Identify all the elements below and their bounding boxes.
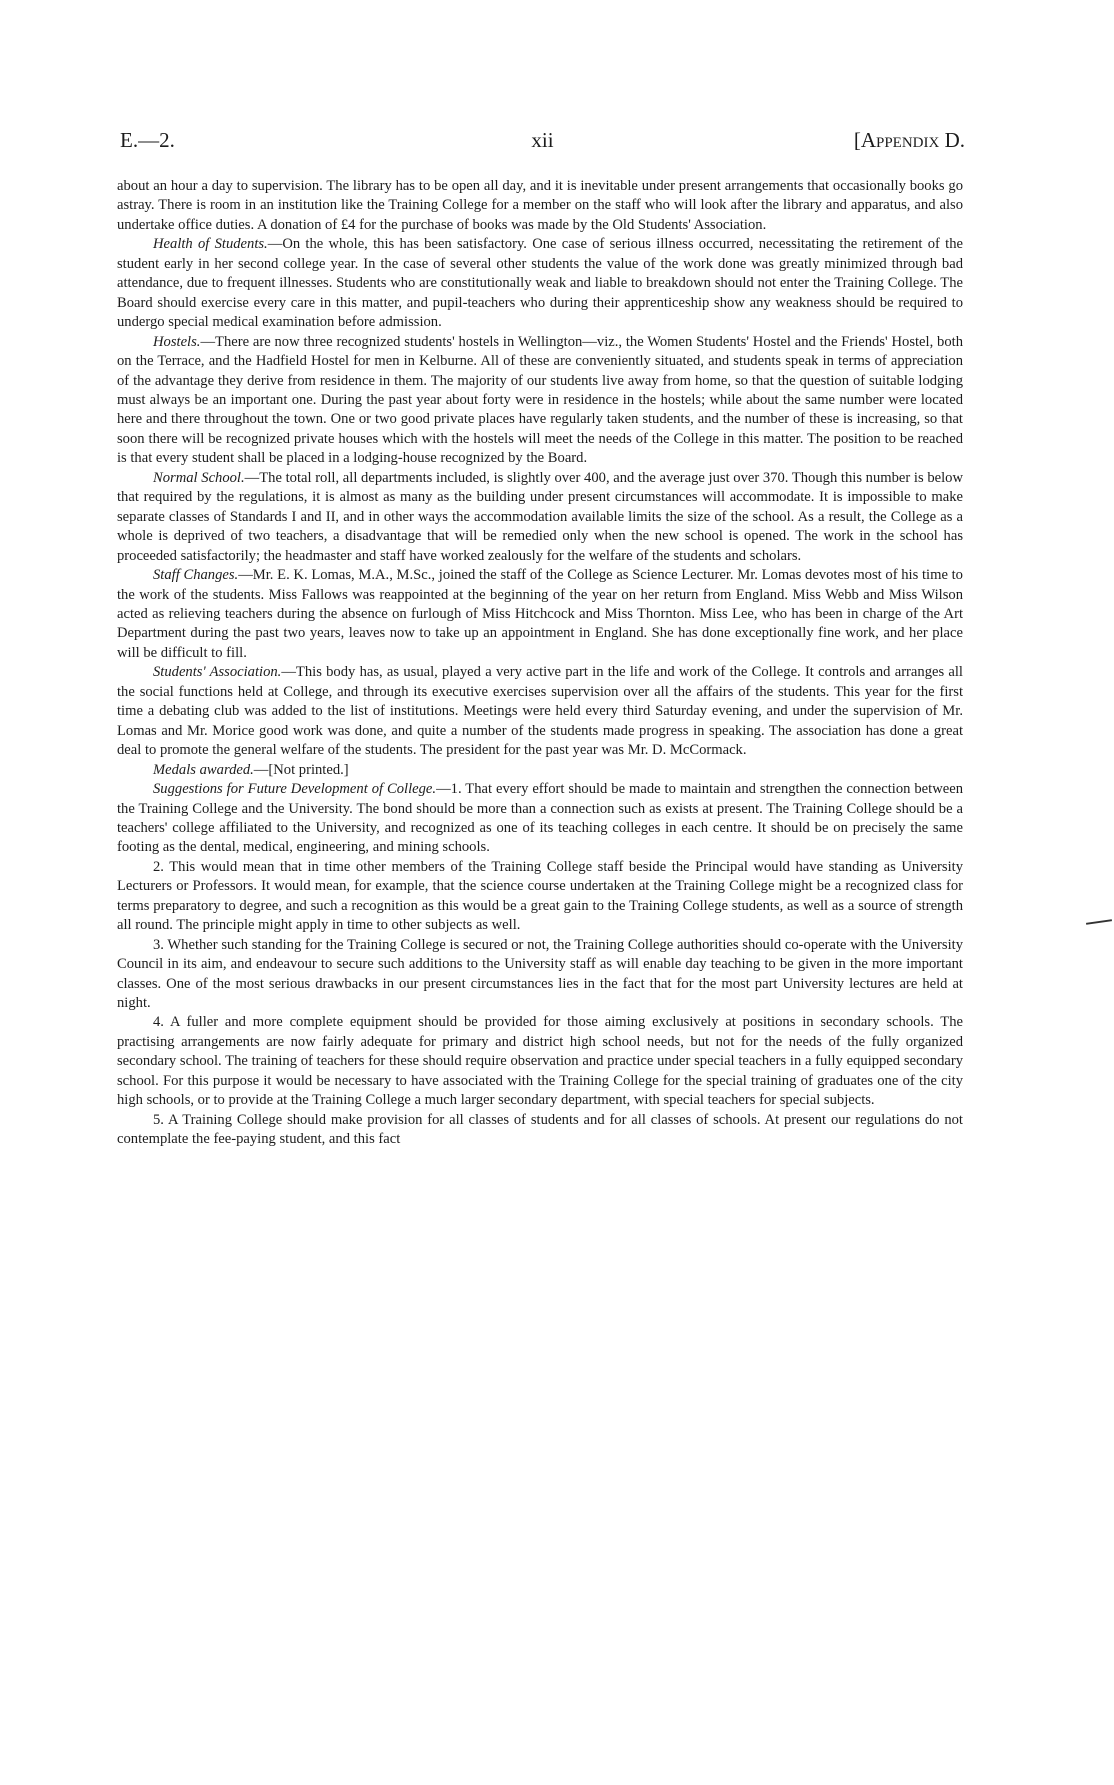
section-heading: Staff Changes. [153, 567, 239, 584]
paragraph: Health of Students.—On the whole, this has been satisfactory. One case of serious illness occurred, necessitating the retirement of the student early in her second college year. In the case of several other students the value of the work done was greatly minimized through bad attendance, due to frequent illnesses. Students who are constitutionally weak and liable to breakdown should not enter the Training College. The Board should exercise every care in this matter, and pupil-teachers who during their apprenticeship show any weakness should be required to undergo special medical examination before admission. [117, 236, 963, 331]
paragraph: 5. A Training College should make provision for all classes of students and for all classes of schools. At present our regulations do not contemplate the fee-paying student, and this fact [117, 1111, 963, 1148]
section-heading: Suggestions for Future Development of College. [153, 781, 437, 798]
paragraph: Suggestions for Future Development of College.—1. That every effort should be made to maintain and strengthen the connection between the Training College and the University. The bond should be more than a connection such as exists at present. The Training College should be a teachers' college affiliated to the University, and recognized as one of its teaching colleges in each centre. It should be on precisely the same footing as the dental, medical, engineering, and mining schools. [117, 781, 963, 856]
section-heading: Hostels. [153, 333, 201, 350]
margin-mark [1086, 919, 1112, 925]
paragraph: Students' Association.—This body has, as usual, played a very active part in the life and work of the College. It controls and arranges all the social functions held at College, and through its executive exercises supervision over all the affairs of the students. This year for the first time a debating club was added to the list of institutions. Meetings were held every third Saturday evening, and under the supervision of Mr. Lomas and Mr. Morice good work was done, and quite a number of the students made progress in speaking. The association has done a great deal to promote the general welfare of the students. The president for the past year was Mr. D. McCormack. [117, 664, 963, 759]
paragraph: Hostels.—There are now three recognized students' hostels in Wellington—viz., the Women Students' Hostel and the Friends' Hostel, both on the Terrace, and the Hadfield Hostel for men in Kelburne. All of these are conveniently situated, and students speak in terms of appreciation of the advantage they derive from residence in them. The majority of our students live away from home, so that the question of suitable lodging must always be an important one. During the past year about forty were in residence in the hostels; while about the same number were located here and there throughout the town. One or two good private places have regularly taken students, and the number of these is increasing, so that soon there will be recognized private houses which with the hostels will meet the needs of the College in this matter. The position to be reached is that every student shall be placed in a lodging-house recognized by the Board. [117, 333, 963, 467]
section-heading: Medals awarded. [153, 761, 254, 778]
header-reference: E.—2. [120, 128, 175, 152]
page-header [120, 128, 965, 162]
header-appendix: [Appendix D. [853, 128, 965, 152]
section-heading: Normal School. [153, 469, 245, 486]
section-heading: Health of Students. [153, 236, 268, 253]
section-heading: Students' Association. [153, 664, 282, 681]
paragraph: 3. Whether such standing for the Training College is secured or not, the Training College authorities should co-operate with the University Council in its aim, and endeavour to secure such additions to the University staff as will enable day teaching to be given in the more important classes. One of the most serious drawbacks in our present circumstances lies in the fact that for the most part University lectures are held at night. [117, 936, 963, 1012]
paragraph: 2. This would mean that in time other members of the Training College staff beside the Principal would have standing as University Lecturers or Professors. It would mean, for example, that the science course undertaken at the Training College might be a recognized class for terms preparatory to degree, and such a recognition as this would be a great gain to the Training College students, as well as a source of strength all round. The principle might apply in time to other subjects as well. [117, 858, 963, 934]
page-number: xii [531, 128, 554, 152]
paragraph: Medals awarded.—[Not printed.] [153, 761, 349, 778]
body-text [117, 177, 963, 1150]
paragraph: about an hour a day to supervision. The library has to be open all day, and it is inevitable under present arrangements that occasionally books go astray. There is room in an institution like the Training College for a member on the staff who will look after the library and apparatus, and also undertake office duties. A donation of £4 for the purchase of books was made by the Old Students' Association. [117, 178, 963, 233]
paragraph: 4. A fuller and more complete equipment should be provided for those aiming exclusively at positions in secondary schools. The practising arrangements are now fairly adequate for primary and district high school needs, but not for the needs of the fully organized secondary school. The training of teachers for these should require observation and practice under special teachers in a fully equipped secondary school. For this purpose it would be necessary to have associated with the Training College for the special training of graduates one of the city high schools, or to provide at the Training College a much larger secondary department, with special teachers for special subjects. [117, 1014, 963, 1109]
paragraph: Normal School.—The total roll, all departments included, is slightly over 400, and the average just over 370. Though this number is below that required by the regulations, it is almost as many as the building under present circumstances will accommodate. It is impossible to make separate classes of Standards I and II, and in other ways the accommodation available limits the size of the school. As a result, the College as a whole is deprived of two teachers, a disadvantage that will be remedied only when the new school is opened. The work in the school has proceeded satisfactorily; the headmaster and staff have worked zealously for the welfare of the students and scholars. [117, 469, 963, 564]
paragraph: Staff Changes.—Mr. E. K. Lomas, M.A., M.Sc., joined the staff of the College as Science Lecturer. Mr. Lomas devotes most of his time to the work of the students. Miss Fallows was reappointed at the beginning of the year on her return from England. Miss Webb and Miss Wilson acted as relieving teachers during the absence on furlough of Miss Hitchcock and Miss Thornton. Miss Lee, who has been in charge of the Art Department during the past two years, leaves now to take up an appointment in England. She has done exceptionally fine work, and her place will be difficult to fill. [117, 567, 963, 661]
